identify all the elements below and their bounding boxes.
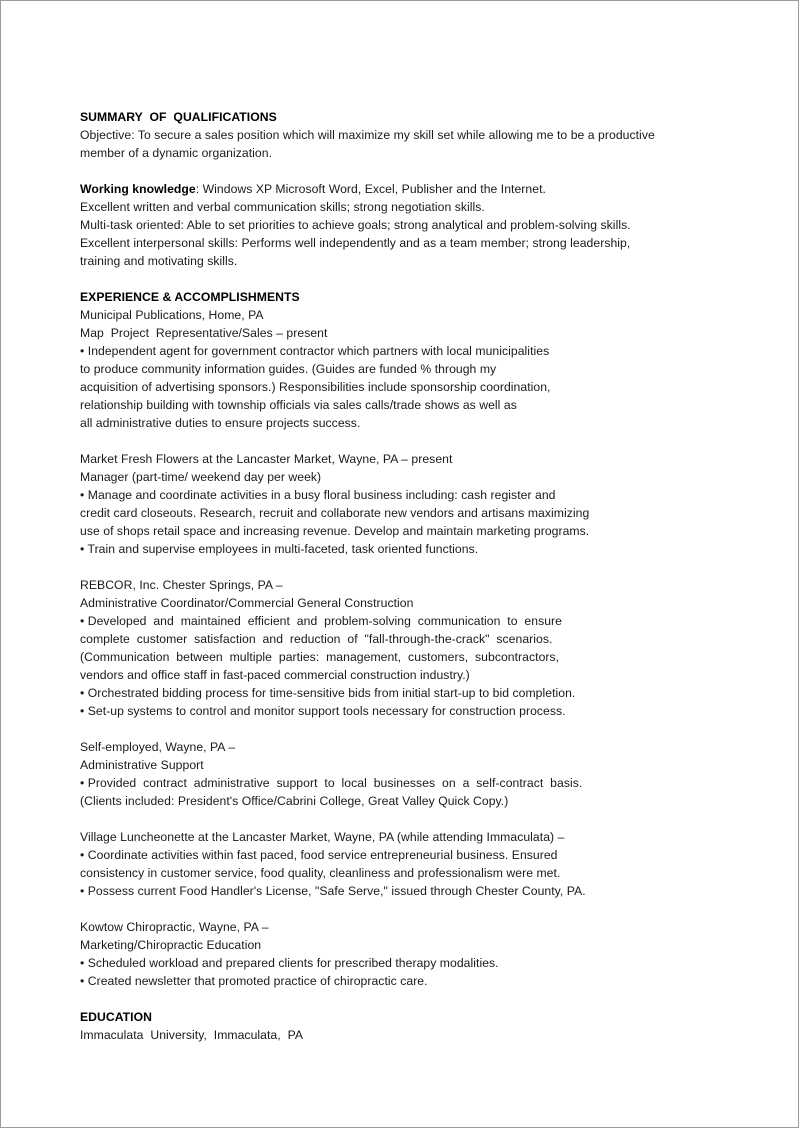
entry-line: use of shops retail space and increasing revenue. Develop and maintain marketing programs. bbox=[80, 524, 590, 538]
skill-line: training and motivating skills. bbox=[80, 254, 238, 268]
entry-line: complete customer satisfaction and reduction of "fall-through-the-crack" scenarios. bbox=[80, 632, 553, 646]
entry-line: • Orchestrated bidding process for time-sensitive bids from initial start-up to bid completion. bbox=[80, 686, 576, 700]
experience-entry bbox=[80, 918, 720, 990]
entry-line: Kowtow Chiropractic, Wayne, PA – bbox=[80, 920, 269, 934]
experience-entry bbox=[80, 576, 720, 720]
objective-line: member of a dynamic organization. bbox=[80, 146, 273, 160]
entry-line: (Clients included: President's Office/Cabrini College, Great Valley Quick Copy.) bbox=[80, 794, 509, 808]
spacer bbox=[80, 432, 720, 450]
experience-entry bbox=[80, 828, 720, 900]
entry-line: Marketing/Chiropractic Education bbox=[80, 938, 262, 952]
experience-entry bbox=[80, 738, 720, 810]
spacer bbox=[80, 162, 720, 180]
spacer bbox=[80, 900, 720, 918]
entry-line: to produce community information guides. (Guides are funded % through my bbox=[80, 362, 497, 376]
spacer bbox=[80, 990, 720, 1008]
entry-line: • Set-up systems to control and monitor support tools necessary for construction process. bbox=[80, 704, 566, 718]
spacer bbox=[80, 810, 720, 828]
entry-line: relationship building with township officials via sales calls/trade shows as well as bbox=[80, 398, 517, 412]
experience-entry bbox=[80, 306, 720, 432]
spacer bbox=[80, 558, 720, 576]
objective-line: Objective: To secure a sales position which will maximize my skill set while allowing me to be a productive bbox=[80, 128, 655, 142]
entry-line: • Possess current Food Handler's License, "Safe Serve," issued through Chester County, PA. bbox=[80, 884, 586, 898]
entry-line: • Created newsletter that promoted practice of chiropractic care. bbox=[80, 974, 428, 988]
entry-line: Administrative Support bbox=[80, 758, 204, 772]
entry-line: (Communication between multiple parties: management, customers, subcontractors, bbox=[80, 650, 560, 664]
entry-line: • Independent agent for government contractor which partners with local municipalities bbox=[80, 344, 550, 358]
entry-line: • Coordinate activities within fast paced, food service entrepreneurial business. Ensured bbox=[80, 848, 558, 862]
entry-line: Self-employed, Wayne, PA – bbox=[80, 740, 236, 754]
entry-line: • Train and supervise employees in multi-faceted, task oriented functions. bbox=[80, 542, 479, 556]
skill-line: Excellent interpersonal skills: Performs well independently and as a team member; strong leadership, bbox=[80, 236, 631, 250]
experience-entry bbox=[80, 450, 720, 558]
summary-heading: SUMMARY OF QUALIFICATIONS bbox=[80, 110, 277, 124]
education-heading: EDUCATION bbox=[80, 1010, 152, 1024]
entry-line: • Manage and coordinate activities in a busy floral business including: cash register and bbox=[80, 488, 556, 502]
experience-heading: EXPERIENCE & ACCOMPLISHMENTS bbox=[80, 290, 300, 304]
entry-line: Map Project Representative/Sales – present bbox=[80, 326, 328, 340]
entry-line: • Provided contract administrative support to local businesses on a self-contract basis. bbox=[80, 776, 583, 790]
entry-line: Manager (part-time/ weekend day per week) bbox=[80, 470, 322, 484]
entry-line: credit card closeouts. Research, recruit and collaborate new vendors and artisans maximizing bbox=[80, 506, 590, 520]
entry-line: Market Fresh Flowers at the Lancaster Market, Wayne, PA – present bbox=[80, 452, 453, 466]
entry-line: Village Luncheonette at the Lancaster Market, Wayne, PA (while attending Immaculata) – bbox=[80, 830, 565, 844]
knowledge-label: Working knowledge bbox=[80, 182, 196, 196]
entry-line: Municipal Publications, Home, PA bbox=[80, 308, 264, 322]
entry-line: acquisition of advertising sponsors.) Responsibilities include sponsorship coordination, bbox=[80, 380, 551, 394]
spacer bbox=[80, 720, 720, 738]
spacer bbox=[80, 270, 720, 288]
skill-line: Multi-task oriented: Able to set priorities to achieve goals; strong analytical and problem-solving skills. bbox=[80, 218, 631, 232]
entry-line: vendors and office staff in fast-paced commercial construction industry.) bbox=[80, 668, 470, 682]
entry-line: • Scheduled workload and prepared clients for prescribed therapy modalities. bbox=[80, 956, 499, 970]
entry-line: consistency in customer service, food quality, cleanliness and professionalism were met. bbox=[80, 866, 561, 880]
entry-line: • Developed and maintained efficient and problem-solving communication to ensure bbox=[80, 614, 562, 628]
knowledge-line bbox=[80, 180, 720, 198]
resume-body bbox=[80, 108, 720, 1044]
entry-line: REBCOR, Inc. Chester Springs, PA – bbox=[80, 578, 283, 592]
education-line: Immaculata University, Immaculata, PA bbox=[80, 1028, 304, 1042]
knowledge-text: : Windows XP Microsoft Word, Excel, Publisher and the Internet. bbox=[195, 182, 546, 196]
skill-line: Excellent written and verbal communication skills; strong negotiation skills. bbox=[80, 200, 485, 214]
entry-line: Administrative Coordinator/Commercial General Construction bbox=[80, 596, 414, 610]
entry-line: all administrative duties to ensure projects success. bbox=[80, 416, 361, 430]
